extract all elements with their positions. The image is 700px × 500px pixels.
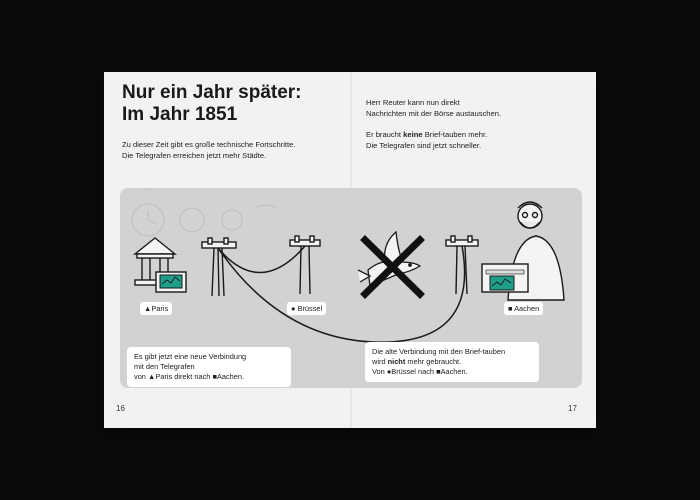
left-note-box: Es gibt jetzt eine neue Verbindung mit den Telegrafen von ▲Paris direkt nach ■Aachen. (127, 347, 291, 387)
square-icon: ■ (508, 304, 513, 313)
telegraph-pole-icon (202, 238, 236, 296)
intro-text (122, 140, 347, 161)
location-label-paris: ▲Paris (140, 302, 172, 315)
telegraph-wires (218, 246, 465, 342)
telegraph-pole-icon (290, 236, 320, 294)
page-number-right: 17 (568, 404, 577, 413)
intro-line-2: Die Telegrafen erreichen jetzt mehr Städte. (122, 150, 267, 160)
right-para2-line1: Er braucht keine Brief-tauben mehr. (366, 130, 488, 139)
square-icon: ■ (436, 367, 441, 376)
telegraph-machine-icon (156, 272, 186, 292)
page-number-left: 16 (116, 404, 125, 413)
clock-icon (132, 188, 277, 236)
square-icon: ■ (212, 372, 217, 381)
triangle-icon: ▲ (144, 304, 152, 313)
location-label-bruessel: ● Brüssel (287, 302, 326, 315)
right-page-text (366, 98, 576, 151)
title-line-1: Nur ein Jahr später: (122, 82, 302, 103)
page-title (122, 82, 342, 126)
intro-line-1: Zu dieser Zeit gibt es große technische Fortschritte. (122, 140, 296, 149)
telegraph-pole-icon (446, 236, 478, 294)
circle-icon: ● (291, 304, 296, 313)
location-label-aachen: ■ Aachen (504, 302, 543, 315)
right-note-box: Die alte Verbindung mit den Brief-tauben wird nicht mehr gebraucht. Von ●Brüssel nach ■Aachen. (365, 342, 539, 382)
open-booklet (104, 72, 596, 428)
right-para1-line1: Herr Reuter kann nun direkt (366, 98, 460, 107)
right-para1-line2: Nachrichten mit der Börse austauschen. (366, 108, 502, 118)
right-para2-line2: Die Telegrafen sind jetzt schneller. (366, 140, 482, 150)
circle-icon: ● (386, 367, 392, 376)
telegraph-machine-icon (482, 264, 528, 292)
title-line-2: Im Jahr 1851 (122, 104, 238, 125)
triangle-icon: ▲ (147, 372, 156, 381)
